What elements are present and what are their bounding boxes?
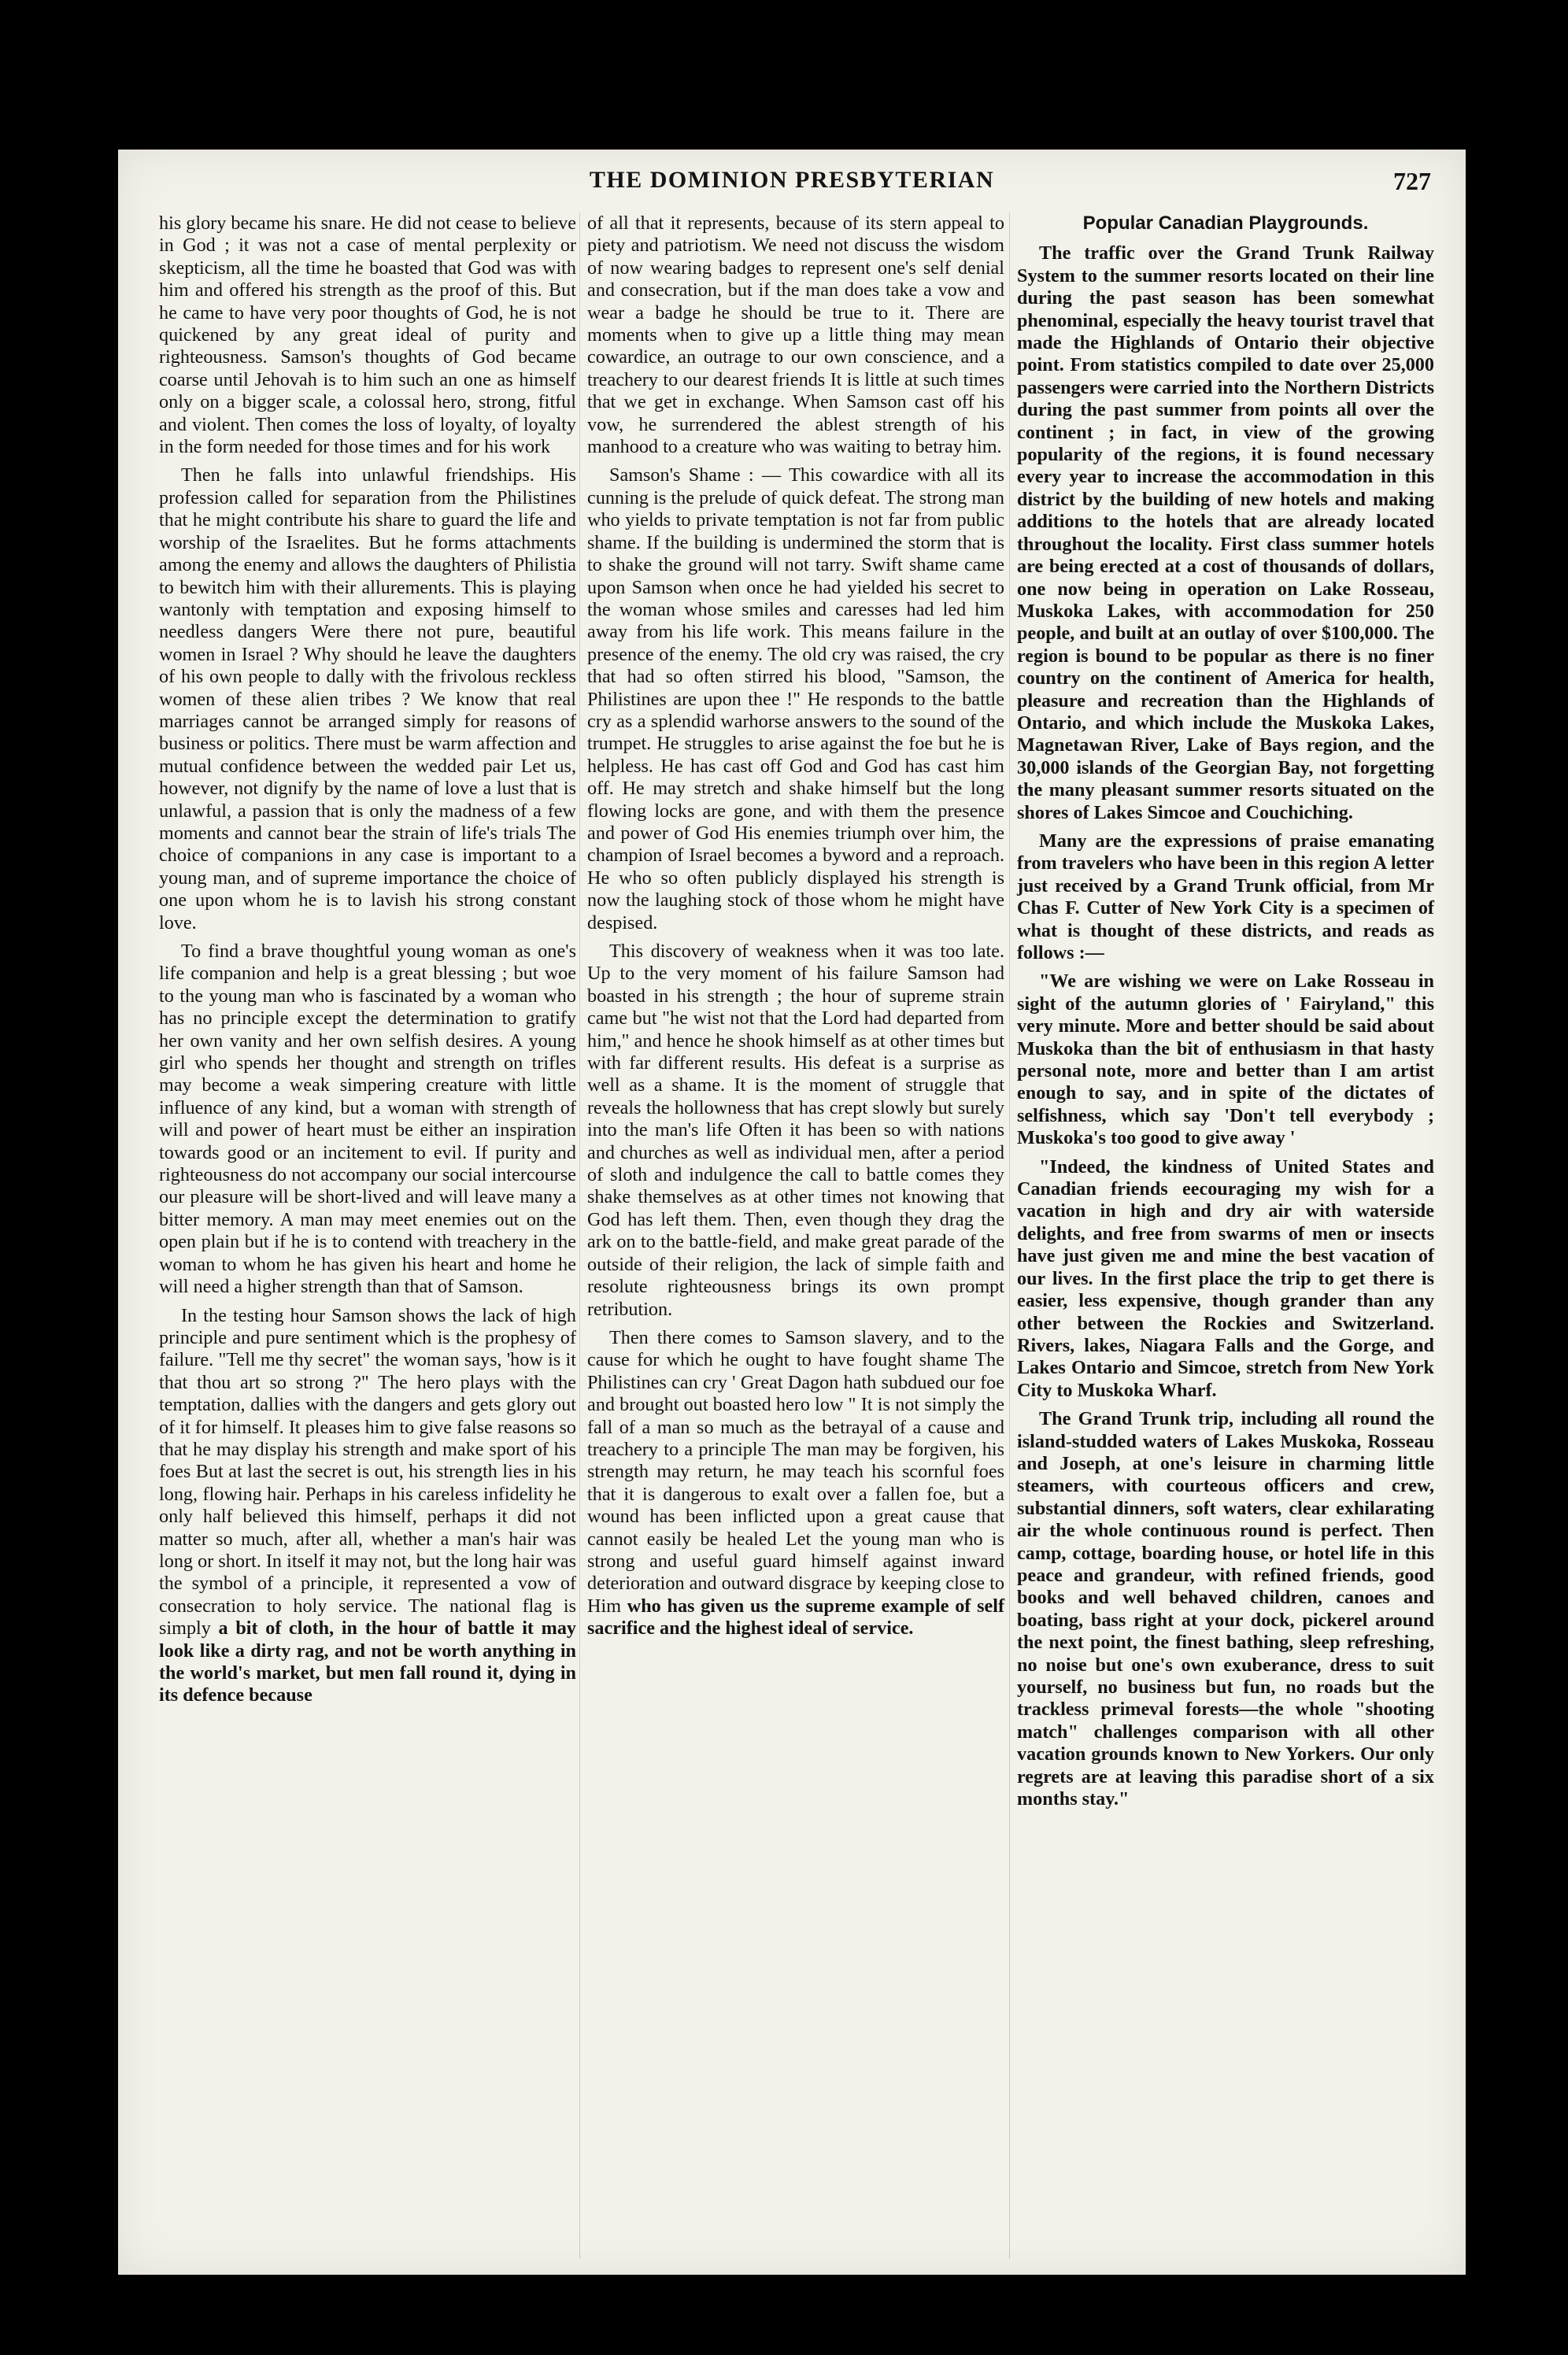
paragraph bbox=[159, 1305, 576, 1707]
paragraph: Many are the expressions of praise emanating from travelers who have been in this region A letter just received by a Grand Trunk official, from Mr Chas F. Cutter of New York City is a specimen of what is thought of these districts, and reads as follows :— bbox=[1017, 830, 1434, 963]
paragraph: Samson's Shame : — This cowardice with all its cunning is the prelude of quick defeat. The strong man who yields to private temptation is not far from public shame. If the building is undermined the storm that is to shake the ground will not tarry. Swift shame came upon Samson when once he had yielded his secret to the woman whose smiles and caresses had led him away from his life work. This means failure in the presence of the enemy. The old cry was raised, the cry that had so often stirred his blood, "Samson, the Philistines are upon thee !" He responds to the battle cry as a splendid warhorse answers to the sound of the trumpet. He struggles to arise against the foe but he is helpless. He has cast off God and God has cast him off. He may stretch and shake himself but the long flowing locks are gone, and with them the presence and power of God His enemies triumph over him, the champion of Israel becomes a byword and a reproach. He who so often publicly displayed his strength is now the laughing stock of those whom he might have despised. bbox=[587, 464, 1004, 933]
column-divider-left bbox=[579, 213, 580, 2259]
paragraph: The traffic over the Grand Trunk Railway System to the summer resorts located on their line during the past season has been somewhat phenominal, especially the heavy tourist travel that made the Highlands of Ontario their objective point. From statistics compiled to date over 25,000 passengers were carried into the Northern Districts during the past summer from points all over the continent ; in fact, in view of the growing popularity of the regions, it is found necessary every year to increase the accommodation in this district by the building of new hotels and making additions to the hotels that are already located throughout the locality. First class summer hotels are being erected at a cost of thousands of dollars, one now being in operation on Lake Rosseau, Muskoka Lakes, with accommodation for 250 people, and built at an outlay of over $100,000. The region is bound to be popular as there is no finer country on the continent of America for health, pleasure and recreation than the Highlands of Ontario, and which include the Muskoka Lakes, Magnetawan River, Lake of Bays region, and the 30,000 islands of the Georgian Bay, not forgetting the many pleasant summer resorts situated on the shores of Lakes Simcoe and Couchiching. bbox=[1017, 242, 1434, 823]
newspaper-page bbox=[118, 150, 1466, 2275]
paragraph: "Indeed, the kindness of United States and Canadian friends eecouraging my wish for a vacation in high and dry air with waterside delights, and free from swarms of men or insects have just given me and mine the best vacation of our lives. In the first place the trip to get there is easier, less expensive, though grander than any other between the Rockies and Switzerland. Rivers, lakes, Niagara Falls and the Gorge, and Lakes Ontario and Simcoe, stretch from New York City to Muskoka Wharf. bbox=[1017, 1155, 1434, 1401]
journal-title: THE DOMINION PRESBYTERIAN bbox=[589, 167, 995, 193]
paragraph: Then he falls into unlawful friendships. His profession called for separation from the Philistines that he might contribute his share to guard the life and worship of the Israelites. But he forms attachments among the enemy and allows the daughters of Philistia to bewitch him with their allurements. This is playing wantonly with temptation and exposing himself to needless dangers Were there not pure, beautiful women in Israel ? Why should he leave the daughters of his own people to dally with the frivolous reckless women of these alien tribes ? We know that real marriages cannot be arranged simply for reasons of business or politics. There must be warm affection and mutual confidence between the wedded pair Let us, however, not dignify by the name of love a lust that is unlawful, a passion that is only the madness of a few moments and cannot bear the strain of life's trials The choice of companions in any case is important to a young man, and of supreme importance the choice of one upon whom he is to lavish his strong constant love. bbox=[159, 464, 576, 933]
paragraph bbox=[587, 1327, 1004, 1640]
page-number: 727 bbox=[1393, 167, 1431, 195]
paragraph: "We are wishing we were on Lake Rosseau in sight of the autumn glories of ' Fairyland," this very minute. More and better should be said about Muskoka than the bit of enthusiasm in that hasty personal note, more and better than I am artist enough to say, and in spite of the dictates of selfishness, which say 'Don't tell everybody ; Muskoka's too good to give away ' bbox=[1017, 970, 1434, 1149]
paragraph: his glory became his snare. He did not cease to believe in God ; it was not a case of mental perplexity or skepticism, all the time he boasted that God was with him and offered his strength as the proof of this. But he came to have very poor thoughts of God, he is not quickened by any great ideal of purity and righteousness. Samson's thoughts of God became coarse until Jehovah is to him such an one as himself only on a bigger scale, a colossal hero, strong, fitful and violent. Then comes the loss of loyalty, of loyalty in the form needed for those times and for his work bbox=[159, 213, 576, 458]
paragraph-text: Then there comes to Samson slavery, and to the cause for which he ought to have fought shame The Philistines can cry ' Great Dagon hath subdued our foe and brought out boasted hero low " It is not simply the fall of a man so much as the betrayal of a cause and treachery to a principle The man may be forgiven, his strength may return, he may teach his scornful foes that it is dangerous to exalt over a fallen foe, but a wound has been inflicted upon a great cause that cannot easily be healed Let the young man who is strong and useful guard himself against inward deterioration and outward disgrace by keeping close to Him bbox=[587, 1326, 1004, 1617]
column-divider-right bbox=[1009, 213, 1010, 2259]
paragraph: To find a brave thoughtful young woman as one's life companion and help is a great blessing ; but woe to the young man who is fascinated by a woman who has no principle except the determination to gratify her own vanity and her own selfish desires. A young girl who spends her thought and strength on trifles may become a weak simpering creature with little influence of any kind, but a woman with strength of will and power of heart must be either an inspiration towards good or an incitement to evil. If purity and righteousness do not accompany our social intercourse our pleasure will be short-lived and will leave many a bitter memory. A man may meet enemies out on the open plain but if he is to contend with treachery in the woman to whom he has given his heart and home he will need a higher strength than that of Samson. bbox=[159, 941, 576, 1298]
paragraph-bold-text: who has given us the supreme example of self sacrifice and the highest ideal of service. bbox=[587, 1595, 1005, 1640]
article-title: Popular Canadian Playgrounds. bbox=[1082, 213, 1369, 234]
paragraph: of all that it represents, because of its stern appeal to piety and patriotism. We need not discuss the wisdom of now wearing badges to represent one's self denial and consecration, but if the man does take a vow and wear a badge he should be true to it. There are moments when to give up a little thing may mean cowardice, an outrage to our own conscience, and a treachery to our dearest friends It is little at such times that we get in exchange. When Samson cast off his vow, he surrendered the ablest strength of his manhood to a creature who was waiting to betray him. bbox=[587, 213, 1004, 458]
column-left bbox=[159, 213, 576, 1707]
paragraph: The Grand Trunk trip, including all round the island-studded waters of Lakes Muskoka, Rosseau and Joseph, at one's leisure in charming little steamers, with courteous officers and crew, substantial dinners, soft waters, clear exhilarating air the whole continuous round is perfect. Then camp, cottage, boarding house, or hotel life in this peace and grandeur, with refined friends, good books and well behaved children, canoes and boating, bass right at your dock, pickerel around the next point, the finest bathing, sleep refreshing, no noise but one's own exuberance, dress to suit yourself, no business but fun, no roads but the trackless primeval forests—the whole "shooting match" challenges comparison with all other vacation grounds known to New Yorkers. Our only regrets are at leaving this paradise short of a six months stay." bbox=[1017, 1408, 1434, 1810]
running-head bbox=[118, 167, 1466, 206]
column-right bbox=[1017, 213, 1434, 1810]
paragraph-bold-text: a bit of cloth, in the hour of battle it may look like a dirty rag, and not be worth anything in the world's market, but men fall round it, dying in its defence because bbox=[159, 1617, 577, 1706]
paragraph-text: In the testing hour Samson shows the lack of high principle and pure sentiment which is the prophesy of failure. "Tell me thy secret" the woman says, 'how is it that thou art so strong ?" The hero plays with the temptation, dallies with the dangers and gets glory out of it for himself. It pleases him to give false reasons so that he may display his strength and make sport of his foes But at last the secret is out, his strength lies in his long, flowing hair. Perhaps in his careless infidelity he only half believed this himself, perhaps it did not matter so much, after all, whether a man's hair was long or short. In itself it may not, but the long hair was the symbol of a principle, it represented a vow of consecration to holy service. The national flag is simply bbox=[159, 1304, 576, 1640]
column-middle bbox=[587, 213, 1004, 1640]
paragraph: This discovery of weakness when it was too late. Up to the very moment of his failure Samson had boasted in his strength ; the hour of supreme strain came but "he wist not that the Lord had departed from him," and hence he shook himself as at other times but with far different results. His defeat is a surprise as well as a shame. It is the moment of struggle that reveals the hollowness that has crept slowly but surely into the man's life Often it has been so with nations and churches as well as individual men, after a period of sloth and indulgence the call to battle comes they shake themselves as at other times not knowing that God has left them. Then, even though they drag the ark on to the battle-field, and make great parade of the outside of their religion, the lack of simple faith and resolute righteousness brings its own prompt retribution. bbox=[587, 941, 1004, 1320]
